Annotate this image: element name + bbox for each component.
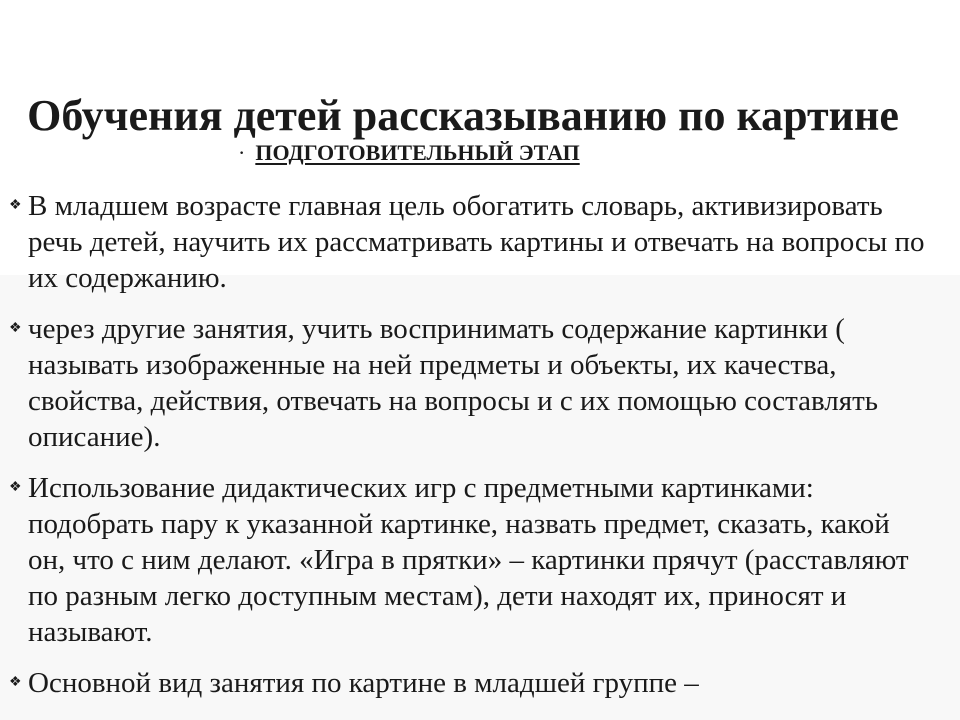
- bullet-item: [0, 470, 960, 650]
- bullet-diamond-icon: ❖: [9, 321, 22, 336]
- bullet-text: Основной вид занятия по картине в младшей группе –: [28, 667, 699, 699]
- subheading-marker: ·: [238, 140, 246, 165]
- bullet-item: [0, 665, 960, 701]
- bullet-text: через другие занятия, учить воспринимать содержание картинки ( называть изображенные на ней предметы и объекты, их качества, свойства, действия, отвечать на вопросы и с их помощью составлять описание).: [28, 313, 878, 453]
- bullet-text: В младшем возрасте главная цель обогатить словарь, активизировать речь детей, научить их рассматривать картины и отвечать на вопросы по их содержанию.: [28, 190, 925, 294]
- bullet-list: [0, 188, 960, 716]
- bullet-item: [0, 188, 960, 296]
- subheading-text: ПОДГОТОВИТЕЛЬНЫЙ ЭТАП: [255, 140, 580, 165]
- bullet-diamond-icon: ❖: [9, 675, 22, 690]
- bullet-text: Использование дидактических игр с предметными картинками: подобрать пару к указанной картинке, назвать предмет, сказать, какой он, что с ним делают. «Игра в прятки» – картинки прячут (расставляют по разным легко доступным местам), дети находят их, приносят и называют.: [28, 472, 909, 648]
- slide-title: Обучения детей рассказыванию по картине: [27, 91, 899, 140]
- section-subheading: [238, 140, 580, 166]
- bullet-item: [0, 311, 960, 455]
- bullet-diamond-icon: ❖: [9, 480, 22, 495]
- bullet-diamond-icon: ❖: [9, 198, 22, 213]
